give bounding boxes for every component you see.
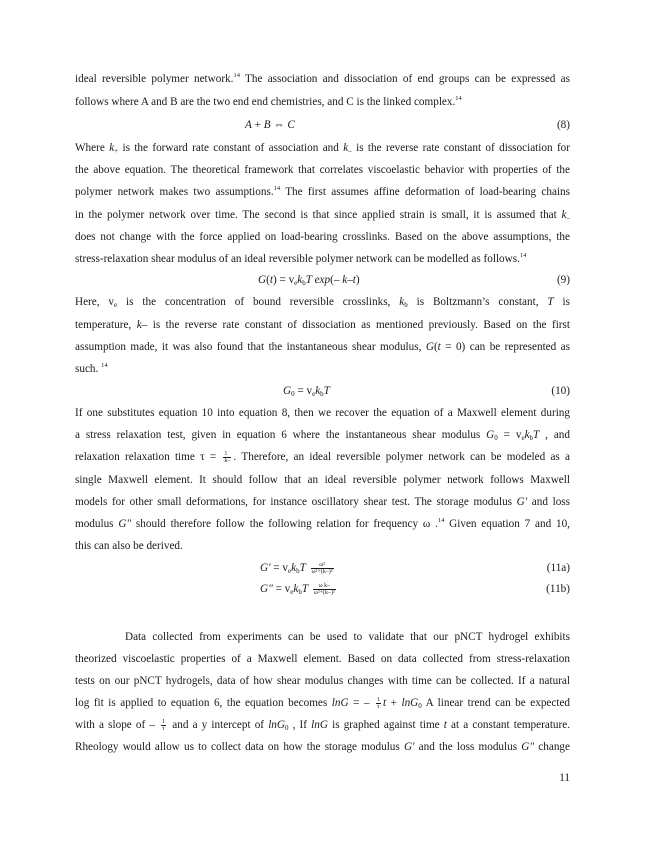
- text-run: , and: [539, 429, 570, 441]
- math-variable: k: [291, 562, 297, 574]
- text-run: tests on our pNCT hydrogels, data of how shear modulus changes with time can be collected. If a natural: [75, 675, 570, 687]
- text-run: , If: [288, 719, 312, 731]
- text-run: relaxation relaxation time τ =: [75, 451, 222, 463]
- text-line: [75, 252, 570, 266]
- text-line: [75, 539, 570, 553]
- citation-superscript: 14: [273, 185, 281, 192]
- math-variable: T: [533, 429, 540, 441]
- text-line: [75, 318, 570, 332]
- math-variable: A: [245, 119, 252, 131]
- text-run: stress-relaxation shear modulus of an ideal reversible polymer network can be modelled as follows.: [75, 253, 520, 265]
- denominator: τ: [377, 703, 380, 710]
- math-variable: lnG: [311, 719, 328, 731]
- math-variable: G": [521, 741, 535, 753]
- numerator: 1: [377, 696, 381, 703]
- text-run: is the concentration of bound reversible crosslinks,: [117, 296, 400, 308]
- text-line: [75, 141, 570, 155]
- text-run: +: [251, 119, 264, 131]
- subscript: b: [320, 390, 324, 398]
- math-variable: k: [315, 385, 321, 397]
- text-run: . Therefore, an ideal reversible polymer network can be modeled as a: [233, 451, 570, 463]
- text-run: is the reverse rate constant of dissociation for: [351, 142, 570, 154]
- text-run: +: [386, 697, 402, 709]
- text-run: [308, 583, 311, 595]
- page-number: 11: [559, 772, 570, 784]
- subscript: 0: [291, 390, 295, 398]
- subscript: e: [287, 567, 292, 575]
- fraction: [376, 697, 381, 710]
- equation: [245, 118, 295, 132]
- fraction: [161, 719, 166, 732]
- text-run: A linear trend can be expected: [421, 697, 570, 709]
- math-variable: t: [352, 274, 356, 286]
- math-variable: G': [260, 562, 271, 574]
- text-run: is graphed against time: [327, 719, 444, 731]
- subscript: e: [114, 301, 118, 309]
- denominator: ω²+(k–)²: [311, 568, 333, 575]
- text-line: [75, 230, 570, 244]
- math-variable: G: [283, 385, 292, 397]
- text-run: is: [553, 296, 570, 308]
- subscript: –: [566, 214, 570, 222]
- text-run: does not change with the force applied on load-bearing crosslinks. Based on the above assumptions, the: [75, 231, 570, 243]
- math-variable: k: [109, 142, 115, 154]
- citation-superscript: 14: [455, 95, 462, 102]
- math-variable: G': [516, 496, 528, 508]
- subscript: e: [290, 588, 294, 596]
- text-line: [75, 95, 570, 109]
- math-variable: lnG: [268, 719, 285, 731]
- math-variable: T exp: [305, 274, 331, 286]
- text-run: [306, 562, 309, 574]
- text-run: with a slope of –: [75, 719, 160, 731]
- text-run: = v: [294, 385, 313, 397]
- text-line: [75, 295, 570, 309]
- equation: [258, 273, 360, 287]
- numerator: 1: [223, 451, 231, 458]
- subscript: 0: [284, 724, 289, 732]
- text-line: [75, 72, 570, 86]
- text-line: [75, 208, 570, 222]
- text-run: (: [433, 341, 438, 353]
- text-run: = –: [348, 697, 375, 709]
- text-run: such.: [75, 363, 102, 375]
- denominator: k–: [224, 457, 231, 464]
- math-variable: T: [323, 385, 330, 397]
- subscript: e: [294, 279, 298, 287]
- text-run: is the forward rate constant of association and: [118, 142, 344, 154]
- text-run: Data collected from experiments can be used to validate that our pNCT hydrogel exhibits: [125, 631, 570, 643]
- math-variable: C: [287, 119, 295, 131]
- numerator: ω²: [311, 562, 334, 569]
- text-run: theorized viscoelastic properties of a Maxwell element. Based on data collected from stress-relaxation: [75, 653, 570, 665]
- math-variable: T: [301, 583, 309, 595]
- text-line: [75, 652, 570, 666]
- text-run: (: [266, 274, 270, 286]
- math-variable: k: [399, 296, 405, 308]
- text-run: = v: [270, 562, 288, 574]
- text-line: [75, 362, 570, 376]
- subscript: –: [348, 147, 352, 155]
- text-line: [75, 495, 570, 509]
- math-variable: k: [343, 142, 349, 154]
- subscript: 0: [418, 702, 422, 710]
- text-run: single Maxwell element. It should follow that an ideal reversible polymer network follows Maxwell: [75, 474, 570, 486]
- math-variable: t: [383, 697, 387, 709]
- subscript: b: [302, 279, 306, 287]
- text-run: Where: [75, 142, 110, 154]
- text-run: Given equation 7 and 10,: [444, 518, 570, 530]
- text-line: [75, 630, 570, 644]
- numerator: 1: [162, 718, 166, 725]
- text-run: = v: [272, 583, 291, 595]
- citation-superscript: 14: [101, 362, 108, 369]
- math-variable: k: [293, 583, 299, 595]
- citation-superscript: 14: [437, 517, 445, 524]
- text-line: [75, 340, 570, 354]
- text-run: The association and dissociation of end groups can be expressed as: [239, 73, 570, 85]
- text-line: [75, 674, 570, 688]
- text-run: models for other small deformations, for instance oscillatory shear test. The storage modulus: [75, 496, 517, 508]
- text-run: is Boltzmann’s constant,: [407, 296, 548, 308]
- text-run: (–: [330, 274, 343, 286]
- citation-superscript: 14: [519, 252, 527, 259]
- denominator: τ: [162, 725, 165, 732]
- subscript: e: [312, 390, 316, 398]
- math-variable: G: [258, 274, 267, 286]
- citation-superscript: 14: [233, 72, 240, 79]
- fraction: [313, 583, 336, 596]
- text-run: Rheology would allow us to collect data on how the storage modulus: [75, 741, 404, 753]
- text-line: [75, 740, 570, 754]
- text-run: ideal reversible polymer network.: [75, 73, 234, 85]
- text-line: [75, 450, 570, 464]
- math-variable: lnG: [401, 697, 419, 709]
- text-run: ): [355, 274, 360, 286]
- text-run: temperature,: [75, 319, 137, 331]
- math-variable: k: [342, 274, 348, 286]
- text-run: If one substitutes equation 10 into equation 8, then we recover the equation of a Maxwell element during: [75, 407, 570, 419]
- subscript: e: [521, 434, 525, 442]
- math-variable: T: [299, 562, 306, 574]
- text-run: = v: [497, 429, 522, 441]
- text-line: [75, 473, 570, 487]
- math-variable: lnG: [331, 697, 349, 709]
- math-variable: T: [547, 296, 554, 308]
- equation-number: (10): [551, 385, 570, 397]
- text-line: [75, 163, 570, 177]
- text-run: at a constant temperature.: [446, 719, 570, 731]
- math-variable: k: [136, 319, 142, 331]
- text-line: [75, 718, 570, 732]
- math-variable: k: [524, 429, 530, 441]
- text-run: polymer network makes two assumptions.: [75, 186, 274, 198]
- text-run: log fit is applied to equation 6, the equation becomes: [75, 697, 332, 709]
- subscript: b: [404, 301, 408, 309]
- text-line: [75, 696, 570, 710]
- text-run: modulus: [75, 518, 119, 530]
- numerator: ω k–: [313, 583, 336, 590]
- equation-number: (8): [556, 119, 570, 131]
- subscript: b: [298, 588, 302, 596]
- equation-number: (11b): [546, 583, 570, 595]
- text-run: –: [347, 274, 353, 286]
- text-run: ⇔: [270, 119, 288, 131]
- math-variable: G: [486, 429, 495, 441]
- text-run: ) = v: [272, 274, 295, 286]
- text-line: [75, 517, 570, 531]
- math-variable: G': [403, 741, 415, 753]
- math-variable: t: [443, 719, 447, 731]
- equation-number: (11a): [546, 562, 570, 574]
- text-line: [75, 406, 570, 420]
- equation: [283, 384, 330, 398]
- denominator: ω²+(k–)²: [313, 589, 335, 596]
- text-line: [75, 428, 570, 442]
- equation: [260, 582, 338, 596]
- math-variable: B: [263, 119, 271, 131]
- text-run: change: [534, 741, 570, 753]
- text-run: and a y intercept of: [168, 719, 269, 731]
- text-run: The first assumes affine deformation of load-bearing chains: [280, 186, 570, 198]
- fraction: [311, 562, 334, 575]
- text-run: a stress relaxation test, given in equation 6 where the instantaneous shear modulus: [75, 429, 487, 441]
- text-run: – is the reverse rate constant of dissociation as mentioned previously. Based on the first: [141, 319, 570, 331]
- subscript: 0: [494, 434, 498, 442]
- math-variable: G: [425, 341, 434, 353]
- fraction: [223, 451, 231, 464]
- text-run: should therefore follow the following relation for frequency ω .: [131, 518, 438, 530]
- subscript: +: [114, 147, 119, 155]
- text-run: assumption made, it was also found that the instantaneous shear modulus,: [75, 341, 426, 353]
- text-run: in the polymer network over time. The second is that since applied strain is small, it is assumed that: [75, 209, 562, 221]
- text-line: [75, 185, 570, 199]
- text-run: Here, v: [75, 296, 115, 308]
- math-variable: k: [561, 209, 567, 221]
- subscript: b: [529, 434, 534, 442]
- math-variable: t: [269, 274, 273, 286]
- equation: [260, 561, 336, 575]
- text-run: follows where A and B are the two end end chemistries, and C is the linked complex.: [75, 96, 456, 108]
- text-run: and the loss modulus: [414, 741, 522, 753]
- math-variable: t: [437, 341, 441, 353]
- math-variable: G": [118, 518, 132, 530]
- text-run: = 0) can be represented as: [440, 341, 570, 353]
- math-variable: G": [260, 583, 273, 595]
- subscript: b: [296, 567, 300, 575]
- text-run: and loss: [527, 496, 570, 508]
- equation-number: (9): [556, 274, 570, 286]
- math-variable: k: [297, 274, 303, 286]
- text-run: the above equation. The theoretical framework that correlates viscoelastic behavior with properties of the: [75, 164, 570, 176]
- text-run: this can also be derived.: [75, 540, 183, 552]
